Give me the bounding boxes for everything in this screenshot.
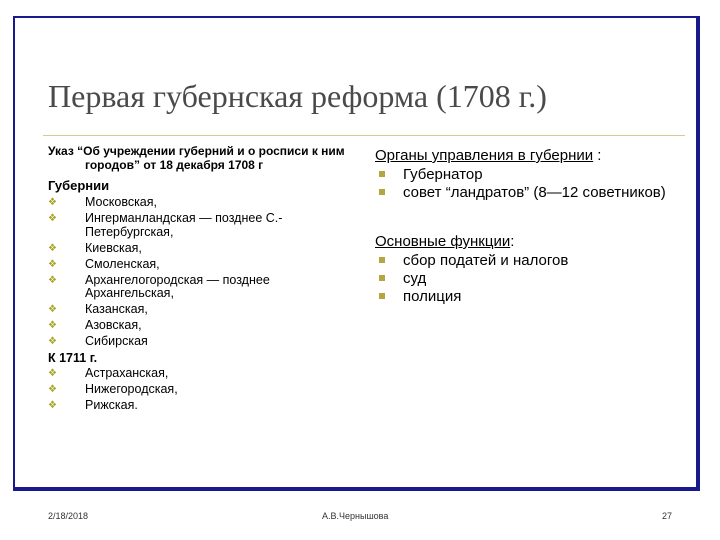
square-bullet-icon	[379, 293, 385, 299]
list-item: ❖ Рижская.	[48, 398, 138, 412]
slide-title: Первая губернская реформа (1708 г.)	[48, 78, 547, 114]
functions-list	[375, 252, 685, 305]
diamond-bullet-icon: ❖	[48, 336, 57, 347]
list-item: ❖ Нижегородская,	[48, 382, 178, 396]
square-bullet-icon	[379, 275, 385, 281]
list-item: ❖ Астраханская,	[48, 366, 169, 380]
provinces-1711-list	[48, 367, 348, 413]
footer-date: 2/18/2018	[48, 511, 89, 521]
list-item: совет “ландратов” (8—12 советников)	[375, 184, 685, 201]
footer-author: А.В.Чернышова	[322, 511, 389, 521]
list-item: ❖ Архангелогородская — позднее Архангельская,	[48, 272, 270, 300]
diamond-bullet-icon: ❖	[48, 242, 57, 254]
list-item: ❖ Московская,	[48, 195, 158, 209]
square-bullet-icon	[379, 171, 385, 177]
list-item: ❖ Казанская,	[48, 302, 148, 316]
provinces-1708-list	[48, 196, 348, 349]
list-item: ❖ Киевская,	[48, 240, 142, 255]
diamond-bullet-icon: ❖	[48, 384, 57, 395]
decree-text: Указ “Об учреждении губерний и о росписи к ним городов” от 18 декабря 1708 г	[48, 144, 345, 172]
list-item: суд	[375, 270, 685, 287]
list-item: ❖ Сибирская	[48, 334, 148, 348]
list-item: сбор податей и налогов	[375, 252, 685, 269]
functions-heading: Основные функции:	[375, 233, 515, 250]
diamond-bullet-icon: ❖	[48, 400, 57, 411]
right-column	[375, 147, 685, 306]
list-item: Губернатор	[375, 166, 685, 183]
list-item: полиция	[375, 288, 685, 305]
bodies-list	[375, 166, 685, 201]
list-item: ❖ Азовская,	[48, 318, 142, 332]
list-item: ❖ Ингерманландская — позднее С.-Петербургская,	[48, 211, 283, 239]
gubernii-heading: Губернии	[48, 178, 110, 193]
left-column	[48, 145, 348, 415]
square-bullet-icon	[379, 257, 385, 263]
diamond-bullet-icon: ❖	[48, 304, 57, 315]
square-bullet-icon	[379, 189, 385, 195]
diamond-bullet-icon: ❖	[48, 274, 57, 286]
diamond-bullet-icon: ❖	[48, 320, 57, 331]
diamond-bullet-icon: ❖	[48, 368, 57, 379]
year-1711-heading: К 1711 г.	[48, 351, 98, 365]
list-item: ❖ Смоленская,	[48, 256, 160, 271]
diamond-bullet-icon: ❖	[48, 197, 57, 208]
page-number: 27	[662, 511, 673, 521]
diamond-bullet-icon: ❖	[48, 258, 57, 270]
title-divider	[43, 135, 685, 136]
bodies-heading: Органы управления в губернии :	[375, 147, 602, 164]
diamond-bullet-icon: ❖	[48, 213, 57, 224]
